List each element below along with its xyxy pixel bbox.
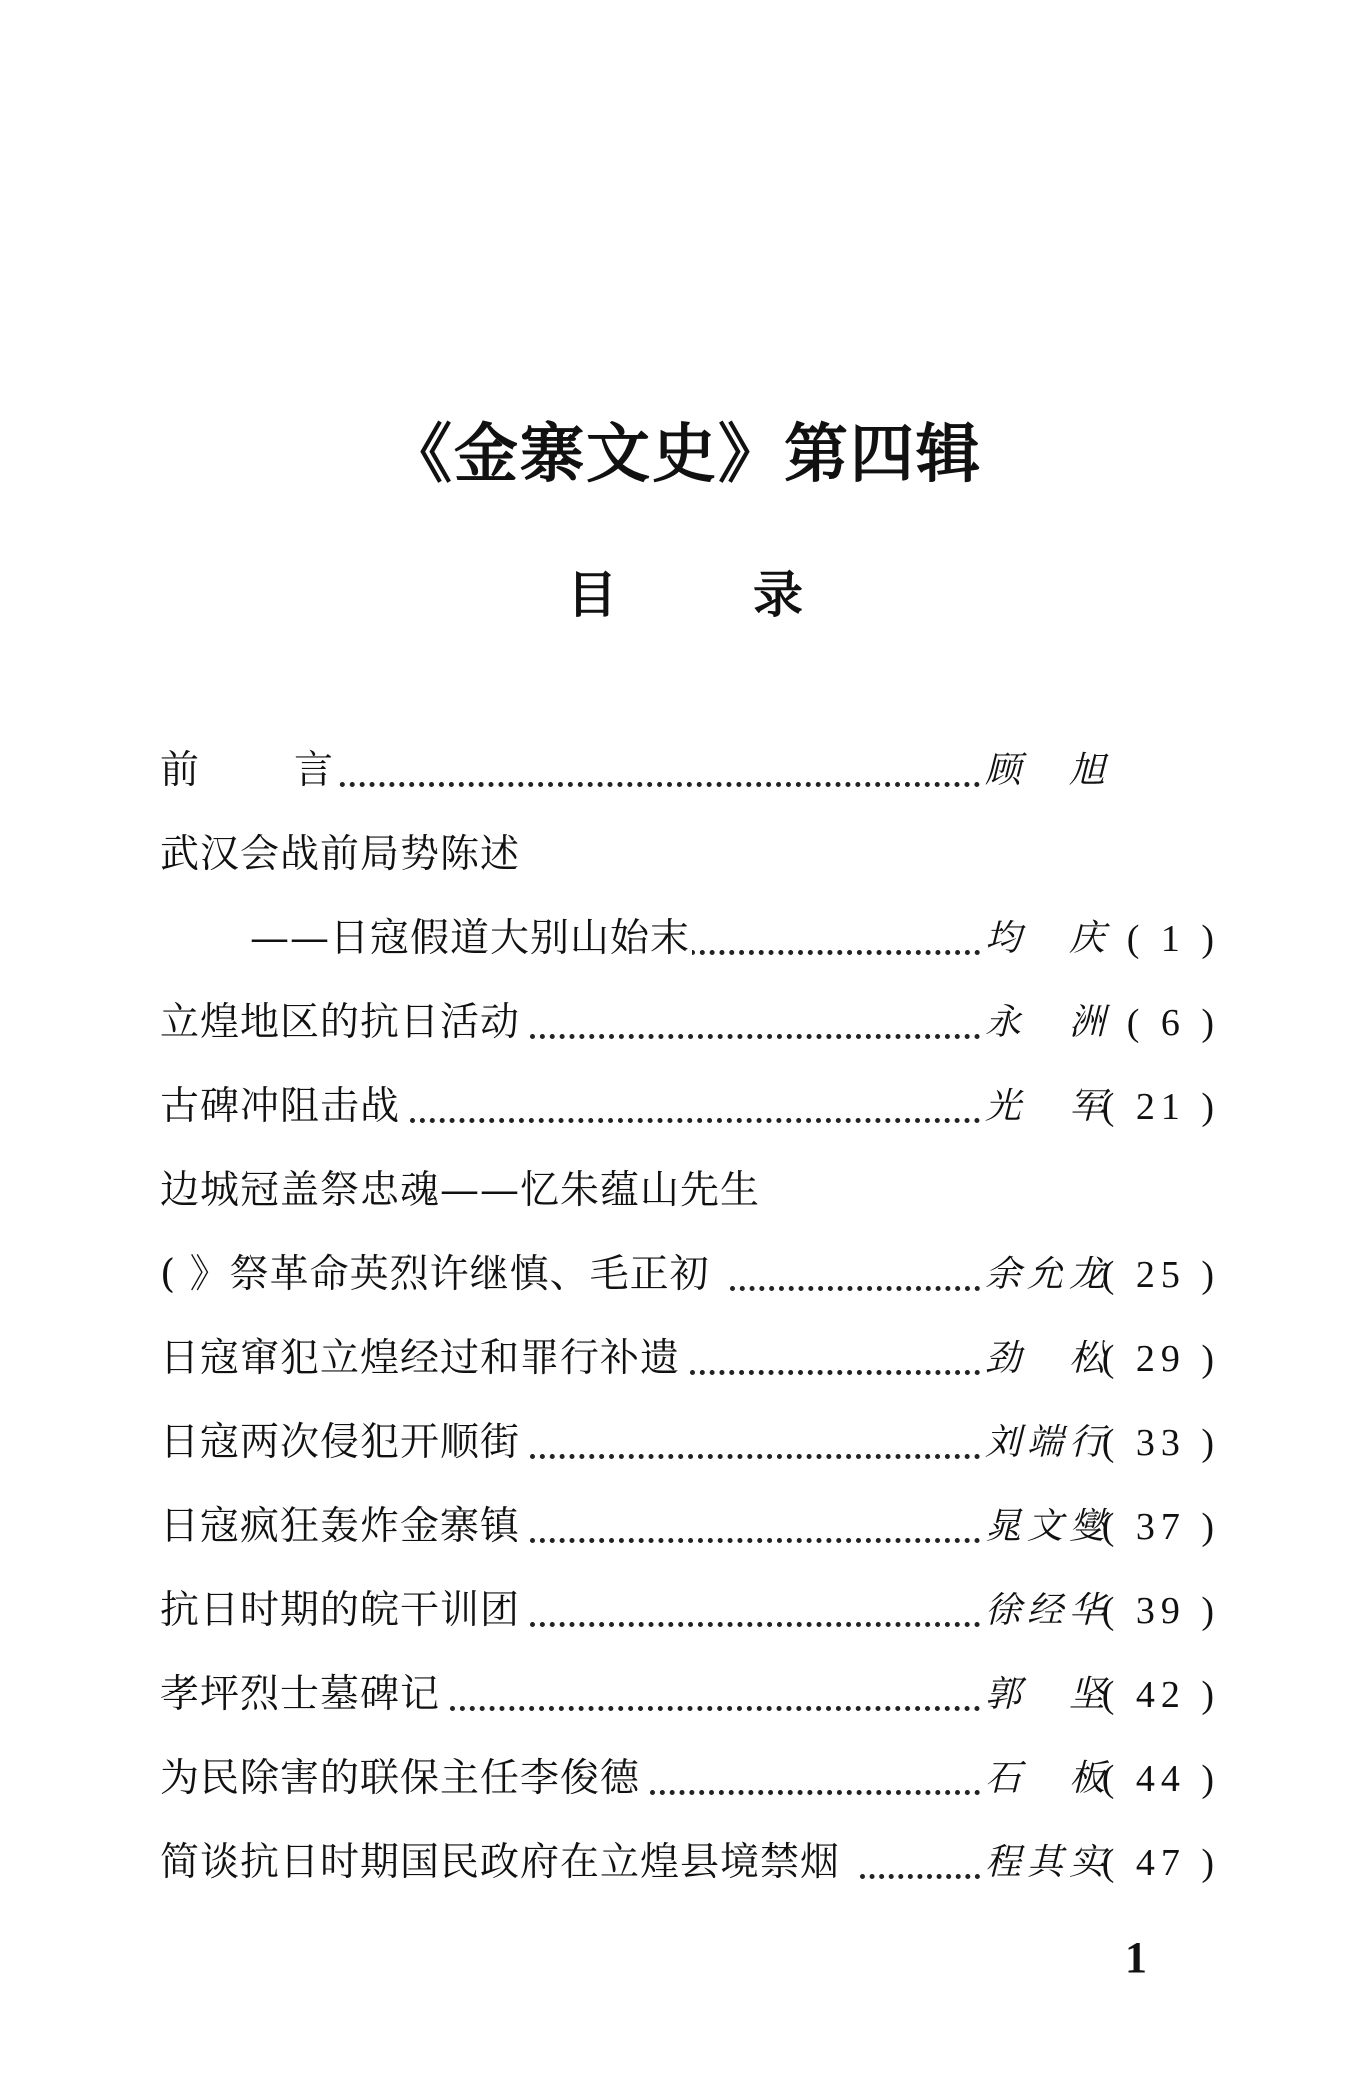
- toc-entry: [250, 909, 1220, 969]
- toc-entry-author: 余允龙: [985, 1254, 1105, 1295]
- toc-entry-title: 简谈抗日时期国民政府在立煌县境禁烟: [160, 1833, 842, 1893]
- toc-entry-title: 日寇两次侵犯开顺街: [160, 1413, 522, 1473]
- toc-entry-title: 日寇疯狂轰炸金寨镇: [160, 1497, 522, 1557]
- toc-entry: [160, 1413, 1220, 1473]
- dot-leader: [410, 1118, 980, 1123]
- toc-entry-page: ( 47 ): [1101, 1842, 1220, 1884]
- toc-entry-title: 日寇窜犯立煌经过和罪行补遗: [160, 1329, 682, 1389]
- toc-entry-title: 立煌地区的抗日活动: [160, 993, 522, 1053]
- toc-entry: [160, 1581, 1220, 1641]
- toc-entry-page: ( 21 ): [1101, 1086, 1220, 1128]
- contents-heading-char: 录: [753, 566, 803, 624]
- toc-entry-title: [160, 741, 335, 801]
- book-title: 《金寨文史》第四辑: [388, 417, 982, 492]
- toc-entry-title: 古碑冲阻击战: [160, 1077, 402, 1137]
- toc-entry: [160, 993, 1220, 1053]
- toc-entry-page: ( 42 ): [1101, 1674, 1220, 1716]
- toc-entry-title: 孝坪烈士墓碑记: [160, 1665, 442, 1725]
- toc-entry-author: 刘端行: [985, 1422, 1105, 1463]
- dot-leader: [530, 1622, 980, 1627]
- toc-entry: [160, 1077, 1220, 1137]
- toc-entry-author: 顾 旭: [985, 750, 1105, 791]
- toc-entry-page: ( 29 ): [1101, 1338, 1220, 1380]
- toc-entry: [160, 1665, 1220, 1725]
- toc-entry-title: ( 》祭革命英烈许继慎、毛正初: [160, 1245, 712, 1305]
- page-number: 1: [1125, 1933, 1147, 1982]
- toc-entry-author: 光 军: [985, 1086, 1105, 1127]
- dot-leader: [690, 1370, 980, 1375]
- toc-entry: [160, 1497, 1220, 1557]
- toc-entry: [160, 741, 1220, 801]
- dot-leader: [530, 1454, 980, 1459]
- toc-entry-page: ( 33 ): [1101, 1422, 1220, 1464]
- toc-entry-author: 徐经华: [985, 1590, 1105, 1631]
- toc-entry: [160, 1161, 1220, 1221]
- toc-entry-title: 为民除害的联保主任李俊德: [160, 1749, 642, 1809]
- contents-heading: [0, 555, 1370, 635]
- dot-leader: [530, 1034, 980, 1039]
- dot-leader: [650, 1790, 980, 1795]
- toc-entry-author: 郭 坚: [985, 1674, 1105, 1715]
- toc-entry-author: 晁文燮: [985, 1506, 1105, 1547]
- toc-title-char: 言: [294, 748, 334, 793]
- dot-leader: [690, 950, 980, 955]
- dot-leader: [860, 1874, 980, 1879]
- toc-entry: [160, 1329, 1220, 1389]
- toc-title-char: 前: [160, 748, 200, 793]
- dot-leader: [730, 1286, 980, 1291]
- dot-leader: [530, 1538, 980, 1543]
- toc-entry: [160, 825, 1220, 885]
- toc-entry-title: 武汉会战前局势陈述: [160, 825, 522, 885]
- toc-entry: [160, 1833, 1220, 1893]
- dot-leader: [320, 782, 980, 787]
- toc-entry-title: 边城冠盖祭忠魂——忆朱蕴山先生: [160, 1161, 762, 1221]
- contents-heading-char: 目: [567, 566, 617, 624]
- toc-entry-page: ( 6 ): [1126, 1002, 1220, 1044]
- toc-entry-page: ( 25 ): [1101, 1254, 1220, 1296]
- toc-entry-author: 程其实: [985, 1842, 1105, 1883]
- toc-entry: [160, 1749, 1220, 1809]
- toc-entry-author: 均 庆: [985, 918, 1105, 959]
- toc-entry-author: 劲 松: [985, 1338, 1105, 1379]
- toc-entry-page: ( 39 ): [1101, 1590, 1220, 1632]
- toc-entry: [160, 1245, 1220, 1305]
- toc-entry-title: 抗日时期的皖干训团: [160, 1581, 522, 1641]
- dot-leader: [450, 1706, 980, 1711]
- toc-entry-title: ——日寇假道大别山始末: [250, 909, 692, 969]
- toc-entry-author: 石 板: [985, 1758, 1105, 1799]
- toc-entry-author: 永 洲: [985, 1002, 1105, 1043]
- toc-entry-page: ( 37 ): [1101, 1506, 1220, 1548]
- toc-entry-page: ( 44 ): [1101, 1758, 1220, 1800]
- toc-entry-page: ( 1 ): [1126, 918, 1220, 960]
